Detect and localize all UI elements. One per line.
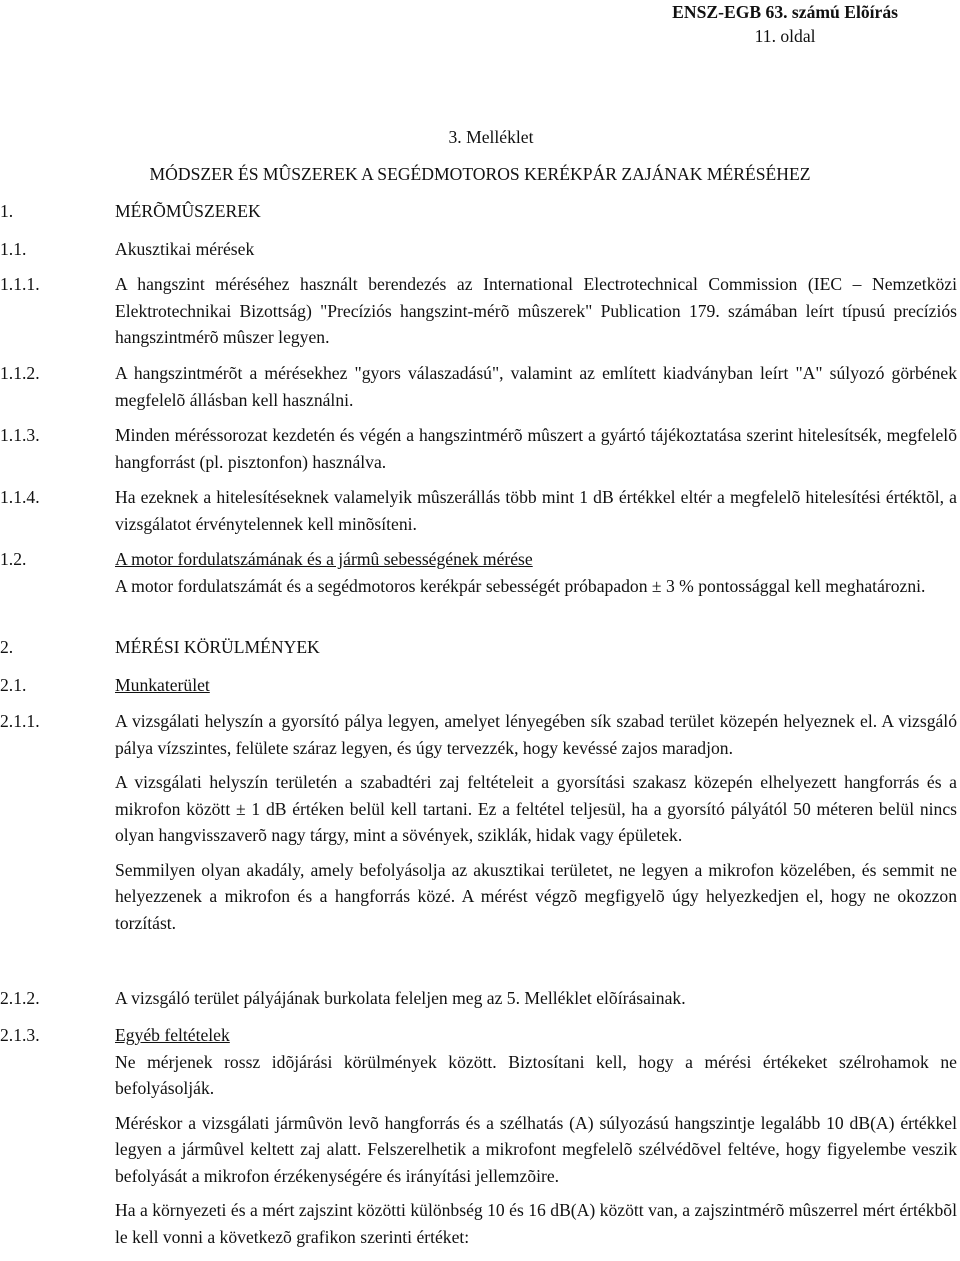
section-number: 2. [0,637,14,657]
paragraph: A vizsgálati helyszín területén a szabadtéri zaj feltételeit a gyorsítási szakasz közepén elhelyezett hangforrás és a mikrofon között ± 1 dB értéken belül kell tartani. Ez a feltétel teljesül, ha a gyorsító pályától 50 méteren belül nincs olyan hangvisszaverõ nagy tárgy, mint a sövények, sziklák, hidak vagy épületek. [115,772,957,845]
section-number: 1.2. [0,549,27,569]
section-title: Egyéb feltételek [115,1025,230,1045]
section-1-1-1 [0,271,957,351]
section-1-1-4 [0,484,957,537]
section-1-1-2 [0,360,957,413]
section-1-2 [0,546,957,599]
section-number: 2.1.2. [0,988,40,1008]
section-title: A motor fordulatszámának és a jármû sebességének mérése [115,549,533,569]
paragraph: A motor fordulatszámát és a segédmotoros kerékpár sebességét próbapadon ± 3 % pontossággal kell meghatározni. [115,575,926,596]
section-title: MÉRÕMÛSZEREK [115,201,261,221]
section-number: 1. [0,201,14,221]
section-1-1-3 [0,422,957,475]
section-number: 1.1.1. [0,274,40,294]
section-1-1 [0,236,957,263]
page-number: 11. oldal [754,26,816,46]
page-header [672,0,898,48]
section-number: 1.1. [0,239,27,259]
paragraph: Ne mérjenek rossz idõjárási körülmények között. Biztosítani kell, hogy a mérési értékeket szélrohamok ne befolyásolják. [115,1051,957,1098]
section-1 [0,198,957,225]
section-2-1-3 [0,1022,957,1250]
section-2 [0,634,957,661]
section-title: Munkaterület [115,675,210,695]
section-number: 2.1. [0,675,27,695]
section-number: 2.1.3. [0,1025,40,1045]
section-number: 1.1.4. [0,487,40,507]
annex-label: 3. Melléklet [448,127,534,147]
document-title: ENSZ-EGB 63. számú Elõírás [672,2,898,22]
paragraph: A vizsgálati helyszín a gyorsító pálya legyen, amelyet lényegében sík szabad terület közepén helyeznek el. A vizsgáló pálya vízszintes, felülete száraz legyen, és úgy tervezzék, hogy kevéssé zajos maradjon. [115,711,957,758]
section-2-1-1 [0,708,957,936]
paragraph: Minden méréssorozat kezdetén és végén a hangszintmérõ mûszert a gyártó tájékoztatása szerint hitelesítsék, megfelelõ hangforrást (pl. pisztonfon) használva. [115,425,957,472]
section-number: 1.1.2. [0,363,40,383]
section-title: MÉRÉSI KÖRÜLMÉNYEK [115,637,320,657]
paragraph: A vizsgáló terület pályájának burkolata feleljen meg az 5. Melléklet elõírásainak. [115,988,686,1008]
paragraph: Ha a környezeti és a mért zajszint közötti különbség 10 és 16 dB(A) között van, a zajszintmérõ mûszerrel mért értékbõl le kell vonni a következõ grafikon szerinti értéket: [115,1200,957,1247]
section-2-1 [0,672,957,699]
section-title: Akusztikai mérések [115,239,255,259]
paragraph: Ha ezeknek a hitelesítéseknek valamelyik mûszerállás több mint 1 dB értékkel eltér a megfelelõ hitelesítési értéktõl, a vizsgálatot érvénytelennek kell minõsíteni. [115,487,957,534]
section-number: 2.1.1. [0,711,40,731]
paragraph: Semmilyen olyan akadály, amely befolyásolja az akusztikai területet, ne legyen a mikrofon közelében, és semmit ne helyezzenek a mikrofon és a hangforrás közé. A mérést végzõ megfigyelõ úgy helyezkedjen el, hogy ne okozzon torzítást. [115,859,957,933]
section-2-1-2 [0,985,957,1012]
main-title: MÓDSZER ÉS MÛSZEREK A SEGÉDMOTOROS KERÉKPÁR ZAJÁNAK MÉRÉSÉHEZ [149,164,811,184]
paragraph: Méréskor a vizsgálati jármûvön levõ hangforrás és a szélhatás (A) súlyozású hangszintje legalább 10 dB(A) értékkel legyen a jármûvel keltett zaj alatt. Felszerelhetik a mikrofont megfelelõ szélvédõvel feltéve, hogy figyelembe veszik befolyását a mikrofon érzékenységére és irányítási jellemzõire. [115,1112,957,1186]
paragraph: A hangszintmérõt a mérésekhez "gyors válaszadású", valamint az említett kiadványban leírt "A" súlyozó görbének megfelelõ állásban kell használni. [115,363,957,410]
section-number: 1.1.3. [0,425,40,445]
paragraph: A hangszint méréséhez használt berendezés az International Electrotechnical Commission (IEC – Nemzetközi Elektrotechnikai Bizottság) "Precíziós hangszint-mérõ mûszerek" Publication 179. számában leírt típusú precíziós hangszintmérõ mûszer legyen. [115,274,957,347]
